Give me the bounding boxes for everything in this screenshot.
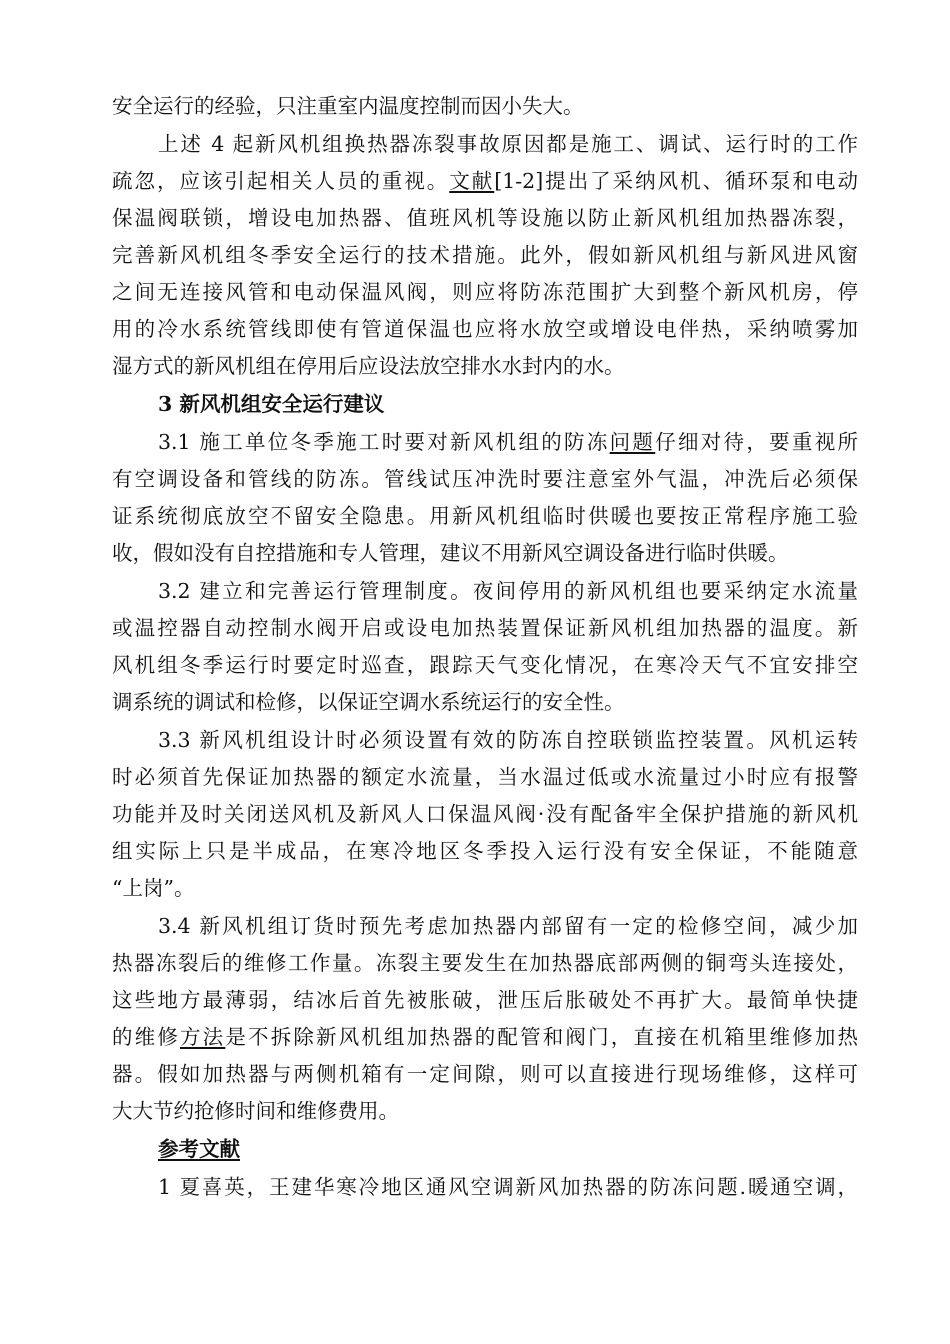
method-link[interactable]: 方法 [180, 1025, 226, 1049]
text-line: 之间无连接风管和电动保温风阀，则应将防冻范围扩大到整个新风机房，停 [112, 280, 858, 304]
text-line: 完善新风机组冬季安全运行的技术措施。此外，假如新风机组与新风进风窗 [112, 243, 858, 267]
references-heading[interactable]: 参考文献 [158, 1137, 240, 1161]
paragraph-start: 3.2 建立和完善运行管理制度。夜间停用的新风机组也要采纳定水流量 [158, 579, 858, 603]
text-line: “上岗”。 [112, 876, 195, 900]
problem-link[interactable]: 问题 [609, 430, 656, 454]
text-line: 调系统的调试和检修，以保证空调水系统运行的安全性。 [112, 690, 625, 714]
paragraph-start: 上述 4 起新风机组换热器冻裂事故原因都是施工、调试、运行时的工作 [158, 132, 858, 156]
section-heading: 3 新风机组安全运行建议 [158, 392, 385, 416]
text-line: 或温控器自动控制水阀开启或设电加热装置保证新风机组加热器的温度。新 [112, 616, 858, 640]
reference-link[interactable]: 文献 [449, 169, 495, 193]
text-line: 有空调设备和管线的防冻。管线试压冲洗时要注意室外气温，冲洗后必须保 [112, 467, 858, 491]
text-line: 保温阀联锁，增设电加热器、值班风机等设施以防止新风机组加热器冻裂， [112, 206, 858, 230]
text-line: 这些地方最薄弱，结冰后首先被胀破，泄压后胀破处不再扩大。最简单快捷 [112, 988, 858, 1012]
text-line: 疏忽，应该引起相关人员的重视。文献[1-2]提出了采纳风机、循环泵和电动 [112, 169, 858, 193]
text-line: 组实际上只是半成品，在寒冷地区冬季投入运行没有安全保证，不能随意 [112, 839, 858, 863]
paragraph-start: 3.4 新风机组订货时预先考虑加热器内部留有一定的检修空间，减少加 [158, 914, 858, 938]
text-line: 安全运行的经验，只注重室内温度控制而因小失大。 [112, 94, 584, 118]
text-line: 收，假如没有自控措施和专人管理，建议不用新风空调设备进行临时供暖。 [112, 541, 789, 565]
text-line: 风机组冬季运行时要定时巡查，跟踪天气变化情况，在寒冷天气不宜安排空 [112, 653, 858, 677]
text-line: 湿方式的新风机组在停用后应设法放空排水水封内的水。 [112, 354, 625, 378]
paragraph-start: 3.3 新风机组设计时必须设置有效的防冻自控联锁监控装置。风机运转 [158, 728, 858, 752]
text-line: 热器冻裂后的维修工作量。冻裂主要发生在加热器底部两侧的铜弯头连接处， [112, 951, 858, 975]
text-line: 证系统彻底放空不留安全隐患。用新风机组临时供暖也要按正常程序施工验 [112, 504, 858, 528]
text-line: 时必须首先保证加热器的额定水流量，当水温过低或水流量过小时应有报警 [112, 765, 858, 789]
paragraph-start: 3.1 施工单位冬季施工时要对新风机组的防冻问题仔细对待，要重视所 [158, 430, 858, 454]
text-line: 的维修方法是不拆除新风机组加热器的配管和阀门，直接在机箱里维修加热 [112, 1025, 858, 1049]
text-line: 用的冷水系统管线即使有管道保温也应将水放空或增设电伴热，采纳喷雾加 [112, 317, 858, 341]
text-line: 大大节约抢修时间和维修费用。 [112, 1099, 399, 1123]
text-line: 功能并及时关闭送风机及新风人口保温风阀·没有配备牢全保护措施的新风机 [112, 802, 858, 826]
text-line: 器。假如加热器与两侧机箱有一定间隙，则可以直接进行现场维修，这样可 [112, 1062, 858, 1086]
reference-item: 1 夏喜英，王建华寒冷地区通风空调新风加热器的防冻问题.暖通空调， [158, 1175, 858, 1199]
